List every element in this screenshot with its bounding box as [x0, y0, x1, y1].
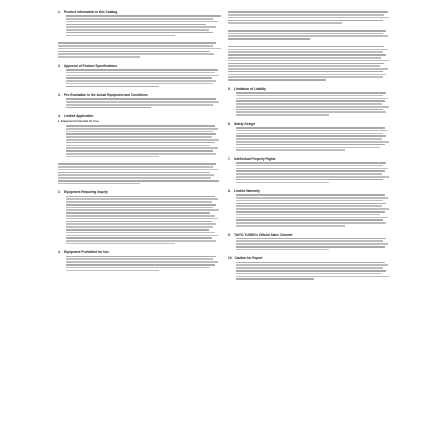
clause-body	[66, 256, 221, 272]
text-line	[236, 249, 329, 251]
text-line	[236, 170, 385, 172]
text-line	[66, 198, 218, 200]
clause-number: 3.	[58, 250, 61, 255]
text-line	[236, 243, 388, 245]
text-line	[236, 208, 389, 210]
text-line	[236, 214, 380, 216]
clause-heading	[58, 64, 221, 68]
text-line	[228, 51, 383, 53]
clause-heading	[58, 10, 221, 14]
text-line	[236, 103, 382, 105]
clause-title: Limited Application	[64, 114, 94, 119]
text-line	[66, 21, 218, 23]
text-line	[228, 76, 383, 78]
text-line	[66, 147, 218, 149]
text-line	[236, 95, 383, 97]
text-line	[228, 22, 342, 24]
text-line	[66, 196, 215, 198]
text-line	[236, 98, 388, 100]
text-line	[66, 15, 221, 17]
text-line	[58, 51, 210, 53]
text-line	[228, 46, 384, 48]
text-line	[66, 107, 151, 109]
text-line	[236, 211, 385, 213]
clause-body	[228, 11, 391, 24]
clause-number: 1.	[58, 10, 61, 14]
text-line	[66, 256, 216, 258]
text-line	[228, 35, 388, 37]
clause-number: 8.	[228, 189, 231, 194]
clause-heading	[228, 122, 391, 126]
text-line	[236, 149, 345, 151]
clause-body	[236, 92, 391, 116]
text-line	[66, 131, 213, 133]
text-line	[66, 156, 159, 158]
clause-title: Approval of Product Specifications	[64, 63, 118, 68]
text-line	[58, 53, 214, 55]
text-line	[66, 232, 215, 234]
text-line	[236, 173, 382, 175]
text-line	[66, 243, 175, 245]
text-line	[236, 240, 383, 242]
text-line	[66, 212, 210, 214]
clause-number: 2.	[58, 190, 61, 195]
clause-heading	[58, 114, 221, 118]
text-line	[236, 176, 389, 178]
clause-section	[228, 189, 391, 226]
clause-body	[236, 238, 391, 251]
clause-number: 10.	[228, 256, 233, 261]
clause-body	[66, 125, 221, 157]
clause-number: 4.	[58, 114, 61, 119]
text-line	[66, 226, 213, 228]
clause-section	[58, 114, 221, 157]
text-line	[66, 72, 215, 74]
text-line	[66, 267, 210, 269]
text-line	[236, 200, 383, 202]
text-line	[228, 71, 383, 73]
clause-title: Safety Design	[234, 121, 256, 126]
clause-section	[58, 10, 221, 36]
text-line	[66, 264, 215, 266]
clause-title: Caution for Export	[234, 256, 263, 261]
clause-title: Equipment Prohibited for Use	[64, 250, 109, 255]
clause-heading	[228, 256, 391, 260]
text-line	[58, 169, 218, 171]
clause-section	[58, 163, 221, 184]
clause-heading	[58, 250, 221, 254]
text-line	[236, 111, 386, 113]
text-line	[236, 278, 314, 280]
text-line	[66, 77, 212, 79]
clause-section	[228, 11, 391, 24]
clause-title: Limitation of Liability	[234, 86, 267, 91]
text-line	[66, 235, 218, 237]
clause-section	[228, 30, 391, 40]
text-line	[236, 182, 329, 184]
text-line	[236, 168, 388, 170]
text-line	[236, 222, 386, 224]
text-line	[236, 238, 386, 240]
text-line	[236, 262, 385, 264]
clause-section	[58, 64, 221, 87]
text-line	[58, 42, 216, 44]
text-line	[66, 207, 213, 209]
text-line	[58, 177, 211, 179]
text-line	[66, 142, 215, 144]
text-line	[66, 26, 216, 28]
text-line	[66, 32, 213, 34]
text-line	[66, 261, 218, 263]
text-line	[66, 229, 209, 231]
text-line	[228, 57, 381, 59]
clause-body	[66, 69, 221, 87]
clause-body	[236, 262, 391, 280]
text-line	[66, 201, 212, 203]
clause-title: TAIYO YUDEN's Official Sales Channel	[234, 232, 293, 237]
text-line	[58, 174, 214, 176]
text-line	[66, 101, 219, 103]
text-line	[228, 74, 386, 76]
text-line	[236, 144, 385, 146]
clause-heading	[228, 233, 391, 237]
text-line	[66, 24, 206, 26]
text-line	[66, 83, 213, 85]
text-line	[236, 100, 385, 102]
text-line	[228, 17, 389, 19]
clause-section	[228, 256, 391, 279]
text-line	[66, 69, 218, 71]
text-line	[66, 29, 209, 31]
clause-body	[228, 46, 391, 81]
text-line	[236, 194, 385, 196]
text-line	[66, 240, 216, 242]
text-line	[228, 54, 386, 56]
clause-body	[66, 15, 221, 36]
text-line	[228, 79, 326, 81]
text-line	[236, 147, 380, 149]
text-line	[236, 114, 329, 116]
text-line	[236, 276, 389, 278]
clause-heading	[58, 190, 221, 194]
text-line	[236, 205, 382, 207]
text-line	[236, 135, 386, 137]
clause-body	[58, 42, 221, 58]
text-line	[236, 138, 382, 140]
clause-title: Limited Warranty	[234, 189, 260, 194]
clause-number: 6.	[228, 121, 231, 126]
clause-body	[236, 162, 391, 183]
text-line	[236, 130, 388, 132]
clause-subheading: 1. Equipment Intended for Use	[58, 120, 99, 124]
text-line	[236, 267, 383, 269]
text-line	[66, 86, 159, 88]
text-line	[236, 165, 383, 167]
text-line	[58, 183, 140, 185]
text-line	[236, 162, 386, 164]
clause-title: Equipment Requiring Inquiry	[64, 190, 108, 195]
text-line	[228, 63, 384, 65]
text-line	[66, 209, 219, 211]
clause-section	[228, 87, 391, 116]
text-line	[236, 203, 386, 205]
text-line	[228, 68, 388, 70]
text-line	[228, 49, 388, 51]
text-line	[228, 30, 386, 32]
text-line	[236, 270, 386, 272]
text-line	[66, 237, 212, 239]
clause-heading	[228, 87, 391, 91]
text-line	[228, 33, 383, 35]
text-line	[236, 141, 389, 143]
text-line	[58, 45, 213, 47]
text-line	[236, 133, 383, 135]
text-line	[66, 80, 216, 82]
clause-body	[66, 98, 221, 108]
text-line	[228, 60, 389, 62]
text-line	[236, 92, 386, 94]
clause-heading	[228, 189, 391, 193]
text-line	[236, 106, 389, 108]
clause-number: 7.	[228, 156, 231, 161]
text-line	[58, 166, 213, 168]
text-line	[236, 179, 383, 181]
text-line	[66, 128, 218, 130]
text-line	[228, 14, 384, 16]
clause-heading	[58, 93, 221, 97]
clause-section	[58, 42, 221, 58]
clause-body	[236, 194, 391, 226]
text-line	[236, 246, 385, 248]
left-column	[58, 10, 221, 277]
text-line	[228, 38, 310, 40]
text-line	[66, 270, 159, 272]
text-line	[58, 163, 216, 165]
text-line	[236, 217, 388, 219]
text-line	[66, 145, 210, 147]
text-line	[66, 35, 175, 37]
text-line	[66, 153, 216, 155]
right-column	[228, 10, 391, 286]
text-line	[236, 127, 385, 129]
text-line	[66, 136, 212, 138]
clause-section	[228, 233, 391, 251]
text-line	[66, 218, 218, 220]
clause-number: 9.	[228, 232, 231, 237]
text-line	[58, 56, 140, 58]
text-line	[236, 219, 383, 221]
text-line	[66, 125, 215, 127]
text-line	[58, 48, 221, 50]
text-line	[236, 225, 345, 227]
clause-number: 5.	[228, 86, 231, 91]
clause-number: 2.	[58, 63, 61, 68]
clause-body	[228, 30, 391, 40]
clause-heading	[228, 157, 391, 161]
text-line	[66, 104, 213, 106]
text-line	[236, 273, 382, 275]
text-line	[66, 204, 216, 206]
clause-section	[228, 157, 391, 183]
text-line	[58, 180, 219, 182]
text-line	[66, 98, 216, 100]
clause-section	[58, 93, 221, 108]
clause-section	[228, 46, 391, 81]
text-line	[228, 65, 380, 67]
clause-body	[66, 196, 221, 245]
clause-body	[236, 127, 391, 151]
text-line	[228, 11, 388, 13]
text-line	[236, 264, 388, 266]
text-line	[66, 133, 216, 135]
clause-body	[58, 163, 221, 184]
clause-section	[58, 190, 221, 244]
text-line	[66, 18, 213, 20]
clause-title: Product information in this Catalog	[64, 10, 118, 14]
text-line	[66, 75, 219, 77]
text-line	[66, 223, 216, 225]
clause-section	[228, 122, 391, 151]
text-line	[66, 258, 213, 260]
clause-section	[58, 250, 221, 271]
text-line	[58, 172, 210, 174]
text-line	[66, 150, 213, 152]
text-line	[66, 215, 215, 217]
text-line	[236, 197, 388, 199]
text-line	[66, 221, 212, 223]
clause-title: Intellectual Property Rights	[234, 156, 276, 161]
clause-number: 3.	[58, 93, 61, 98]
text-line	[228, 20, 383, 22]
text-line	[236, 109, 383, 111]
text-line	[66, 139, 219, 141]
clause-title: Pre-Evaluation in the Actual Equipment and Conditions	[64, 93, 148, 98]
